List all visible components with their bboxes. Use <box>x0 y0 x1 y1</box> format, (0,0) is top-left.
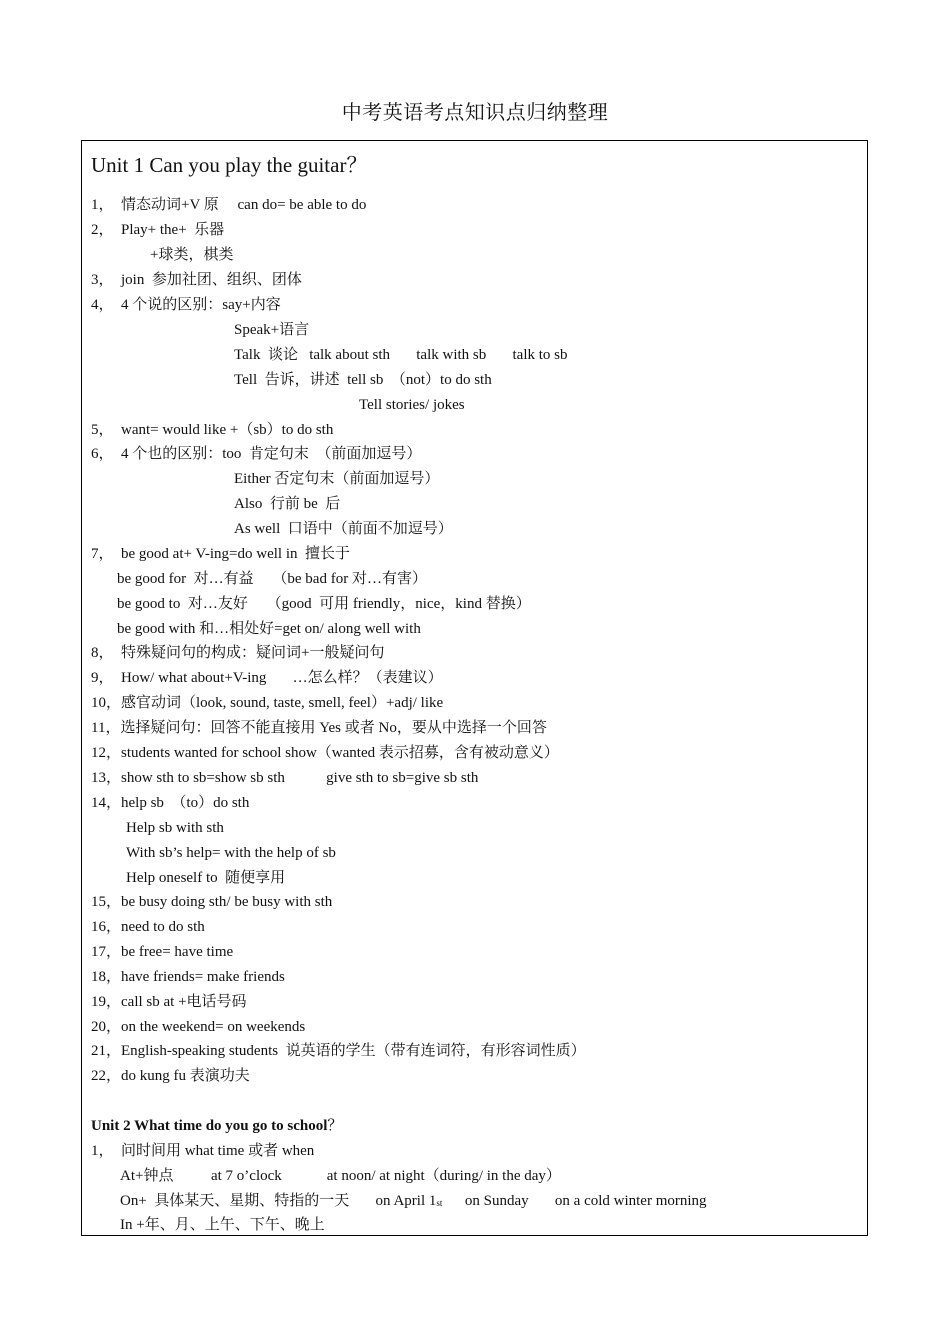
unit1-line: As well 口语中（前面不加逗号） <box>234 521 453 537</box>
unit2-line: 1， 问时间用 what time 或者 when <box>91 1143 315 1159</box>
unit2-line-part: On+ 具体某天、星期、特指的一天 on April 1 <box>120 1193 437 1209</box>
unit1-line: be good with 和…相处好=get on/ along well with <box>117 621 421 637</box>
unit1-line: 12，students wanted for school show（wanted 表示招募，含有被动意义） <box>91 745 559 761</box>
unit1-line: 13，show sth to sb=show sb sth give sth to sb=give sb sth <box>91 770 479 786</box>
superscript-st: st <box>436 1198 443 1208</box>
unit1-line: With sb’s help= with the help of sb <box>126 845 336 861</box>
unit2-title <box>91 1116 342 1136</box>
unit1-line: +球类，棋类 <box>150 247 234 263</box>
unit1-title: Unit 1 Can you play the guitar？ <box>91 153 368 177</box>
unit2-line-part: on Sunday on a cold winter morning <box>442 1193 707 1209</box>
unit1-line: Tell stories/ jokes <box>359 397 465 413</box>
unit2-line: At+钟点 at 7 o’clock at noon/ at night（during/ in the day） <box>120 1168 561 1184</box>
unit1-line: 8， 特殊疑问句的构成：疑问词+一般疑问句 <box>91 645 385 661</box>
unit1-line: 18，have friends= make friends <box>91 969 285 985</box>
unit2-line <box>120 1191 707 1211</box>
unit1-line: 10，感官动词（look, sound, taste, smell, feel）+adj/ like <box>91 695 444 711</box>
unit1-line: 22，do kung fu 表演功夫 <box>91 1068 250 1084</box>
unit1-line: be good for 对…有益 （be bad for 对…有害） <box>117 571 427 587</box>
unit1-line: 11，选择疑问句：回答不能直接用 Yes 或者 No，要从中选择一个回答 <box>91 720 547 736</box>
unit1-line: Speak+语言 <box>234 322 310 338</box>
unit2-title-text: Unit 2 What time do you go to school <box>91 1118 328 1134</box>
unit1-line: 16，need to do sth <box>91 919 205 935</box>
unit1-line: 21，English-speaking students 说英语的学生（带有连词符，有形容词性质） <box>91 1043 586 1059</box>
unit1-line: 17，be free= have time <box>91 944 234 960</box>
unit1-line: 1， 情态动词+V 原 can do= be able to do <box>91 197 367 213</box>
unit1-line: 4， 4 个说的区别：say+内容 <box>91 297 281 313</box>
unit1-line: 14，help sb （to）do sth <box>91 795 250 811</box>
unit1-line: 19，call sb at +电话号码 <box>91 994 247 1010</box>
unit1-line: Also 行前 be 后 <box>234 496 341 512</box>
unit1-line: 9， How/ what about+V-ing …怎么样？（表建议） <box>91 670 443 686</box>
unit1-line: 7， be good at+ V-ing=do well in 擅长于 <box>91 546 350 562</box>
unit1-line: be good to 对…友好 （good 可用 friendly，nice，kind 替换） <box>117 596 531 612</box>
unit1-line: 3， join 参加社团、组织、团体 <box>91 272 302 288</box>
unit2-line: In +年、月、上午、下午、晚上 <box>120 1217 325 1233</box>
unit1-line: 2， Play+ the+ 乐器 <box>91 222 225 238</box>
unit2-title-mark: ？ <box>327 1118 343 1134</box>
unit1-line: Tell 告诉，讲述 tell sb （not）to do sth <box>234 372 492 388</box>
unit1-line: Help sb with sth <box>126 820 224 836</box>
unit1-line: 15，be busy doing sth/ be busy with sth <box>91 894 333 910</box>
unit1-line: Talk 谈论 talk about sth talk with sb talk to sb <box>234 347 568 363</box>
unit1-line: 5， want= would like +（sb）to do sth <box>91 422 334 438</box>
unit1-line: Either 否定句末（前面加逗号） <box>234 471 440 487</box>
page-title: 中考英语考点知识点归纳整理 <box>341 102 609 124</box>
content-box <box>81 140 868 1236</box>
unit1-line: Help oneself to 随便享用 <box>126 870 286 886</box>
unit1-line: 20，on the weekend= on weekends <box>91 1019 306 1035</box>
unit1-line: 6， 4 个也的区别：too 肯定句末 （前面加逗号） <box>91 446 422 462</box>
